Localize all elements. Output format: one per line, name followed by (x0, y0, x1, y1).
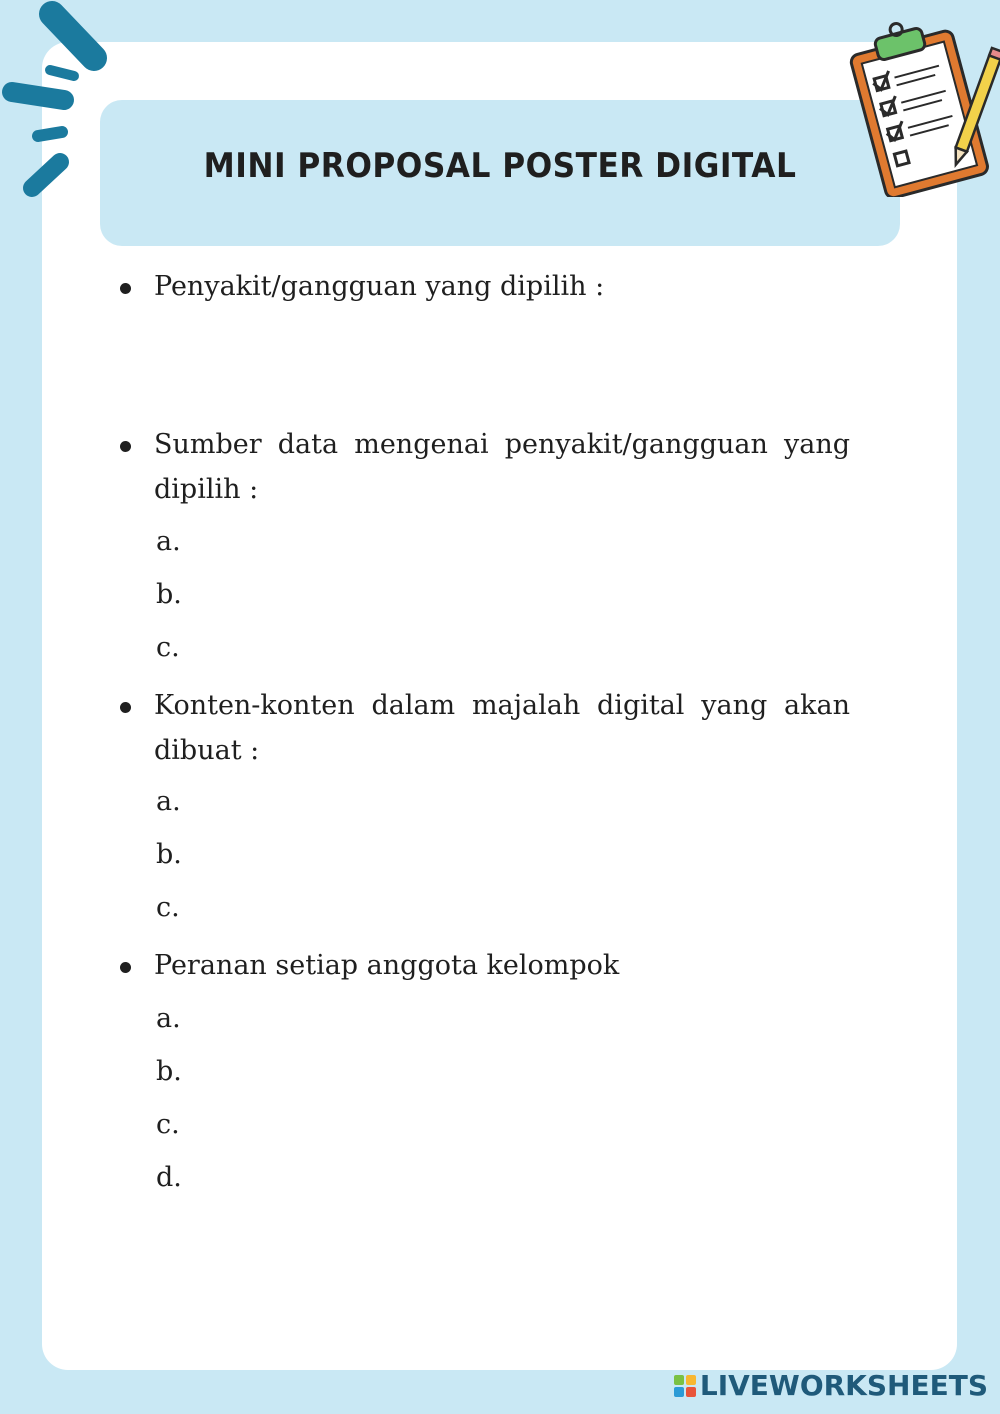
sub-item-label: b. (156, 839, 182, 870)
bullet-icon (120, 962, 131, 973)
list-item-label: Sumber data mengenai penyakit/gangguan yang dipilih : (154, 429, 850, 505)
sub-item-label: d. (156, 1162, 182, 1193)
page-title: MINI PROPOSAL POSTER DIGITAL (203, 146, 797, 186)
list-item (120, 683, 850, 773)
bullet-icon (120, 283, 131, 294)
list-item-label: Penyakit/gangguan yang dipilih : (154, 271, 605, 302)
sub-item-label: b. (156, 579, 182, 610)
list-item-label: Peranan setiap anggota kelompok (154, 950, 620, 981)
sub-item-label: b. (156, 1056, 182, 1087)
clipboard-checklist-icon (845, 12, 1000, 197)
list-item (120, 264, 850, 309)
sub-item-label: c. (156, 1109, 180, 1140)
brand-watermark[interactable] (674, 1369, 988, 1402)
sub-item-label: a. (156, 1003, 181, 1034)
sub-item-label: c. (156, 632, 180, 663)
sub-item-label: a. (156, 526, 181, 557)
list-item (120, 943, 850, 988)
bullet-icon (120, 441, 131, 452)
brand-name: LIVEWORKSHEETS (699, 1369, 988, 1402)
sub-item-label: a. (156, 786, 181, 817)
sub-item-label: c. (156, 892, 180, 923)
list-item-label: Konten-konten dalam majalah digital yang akan dibuat : (154, 690, 850, 766)
liveworksheets-logo-icon (674, 1375, 696, 1397)
list-item (120, 422, 850, 512)
splash-lines-icon (0, 0, 115, 210)
bullet-icon (120, 702, 131, 713)
